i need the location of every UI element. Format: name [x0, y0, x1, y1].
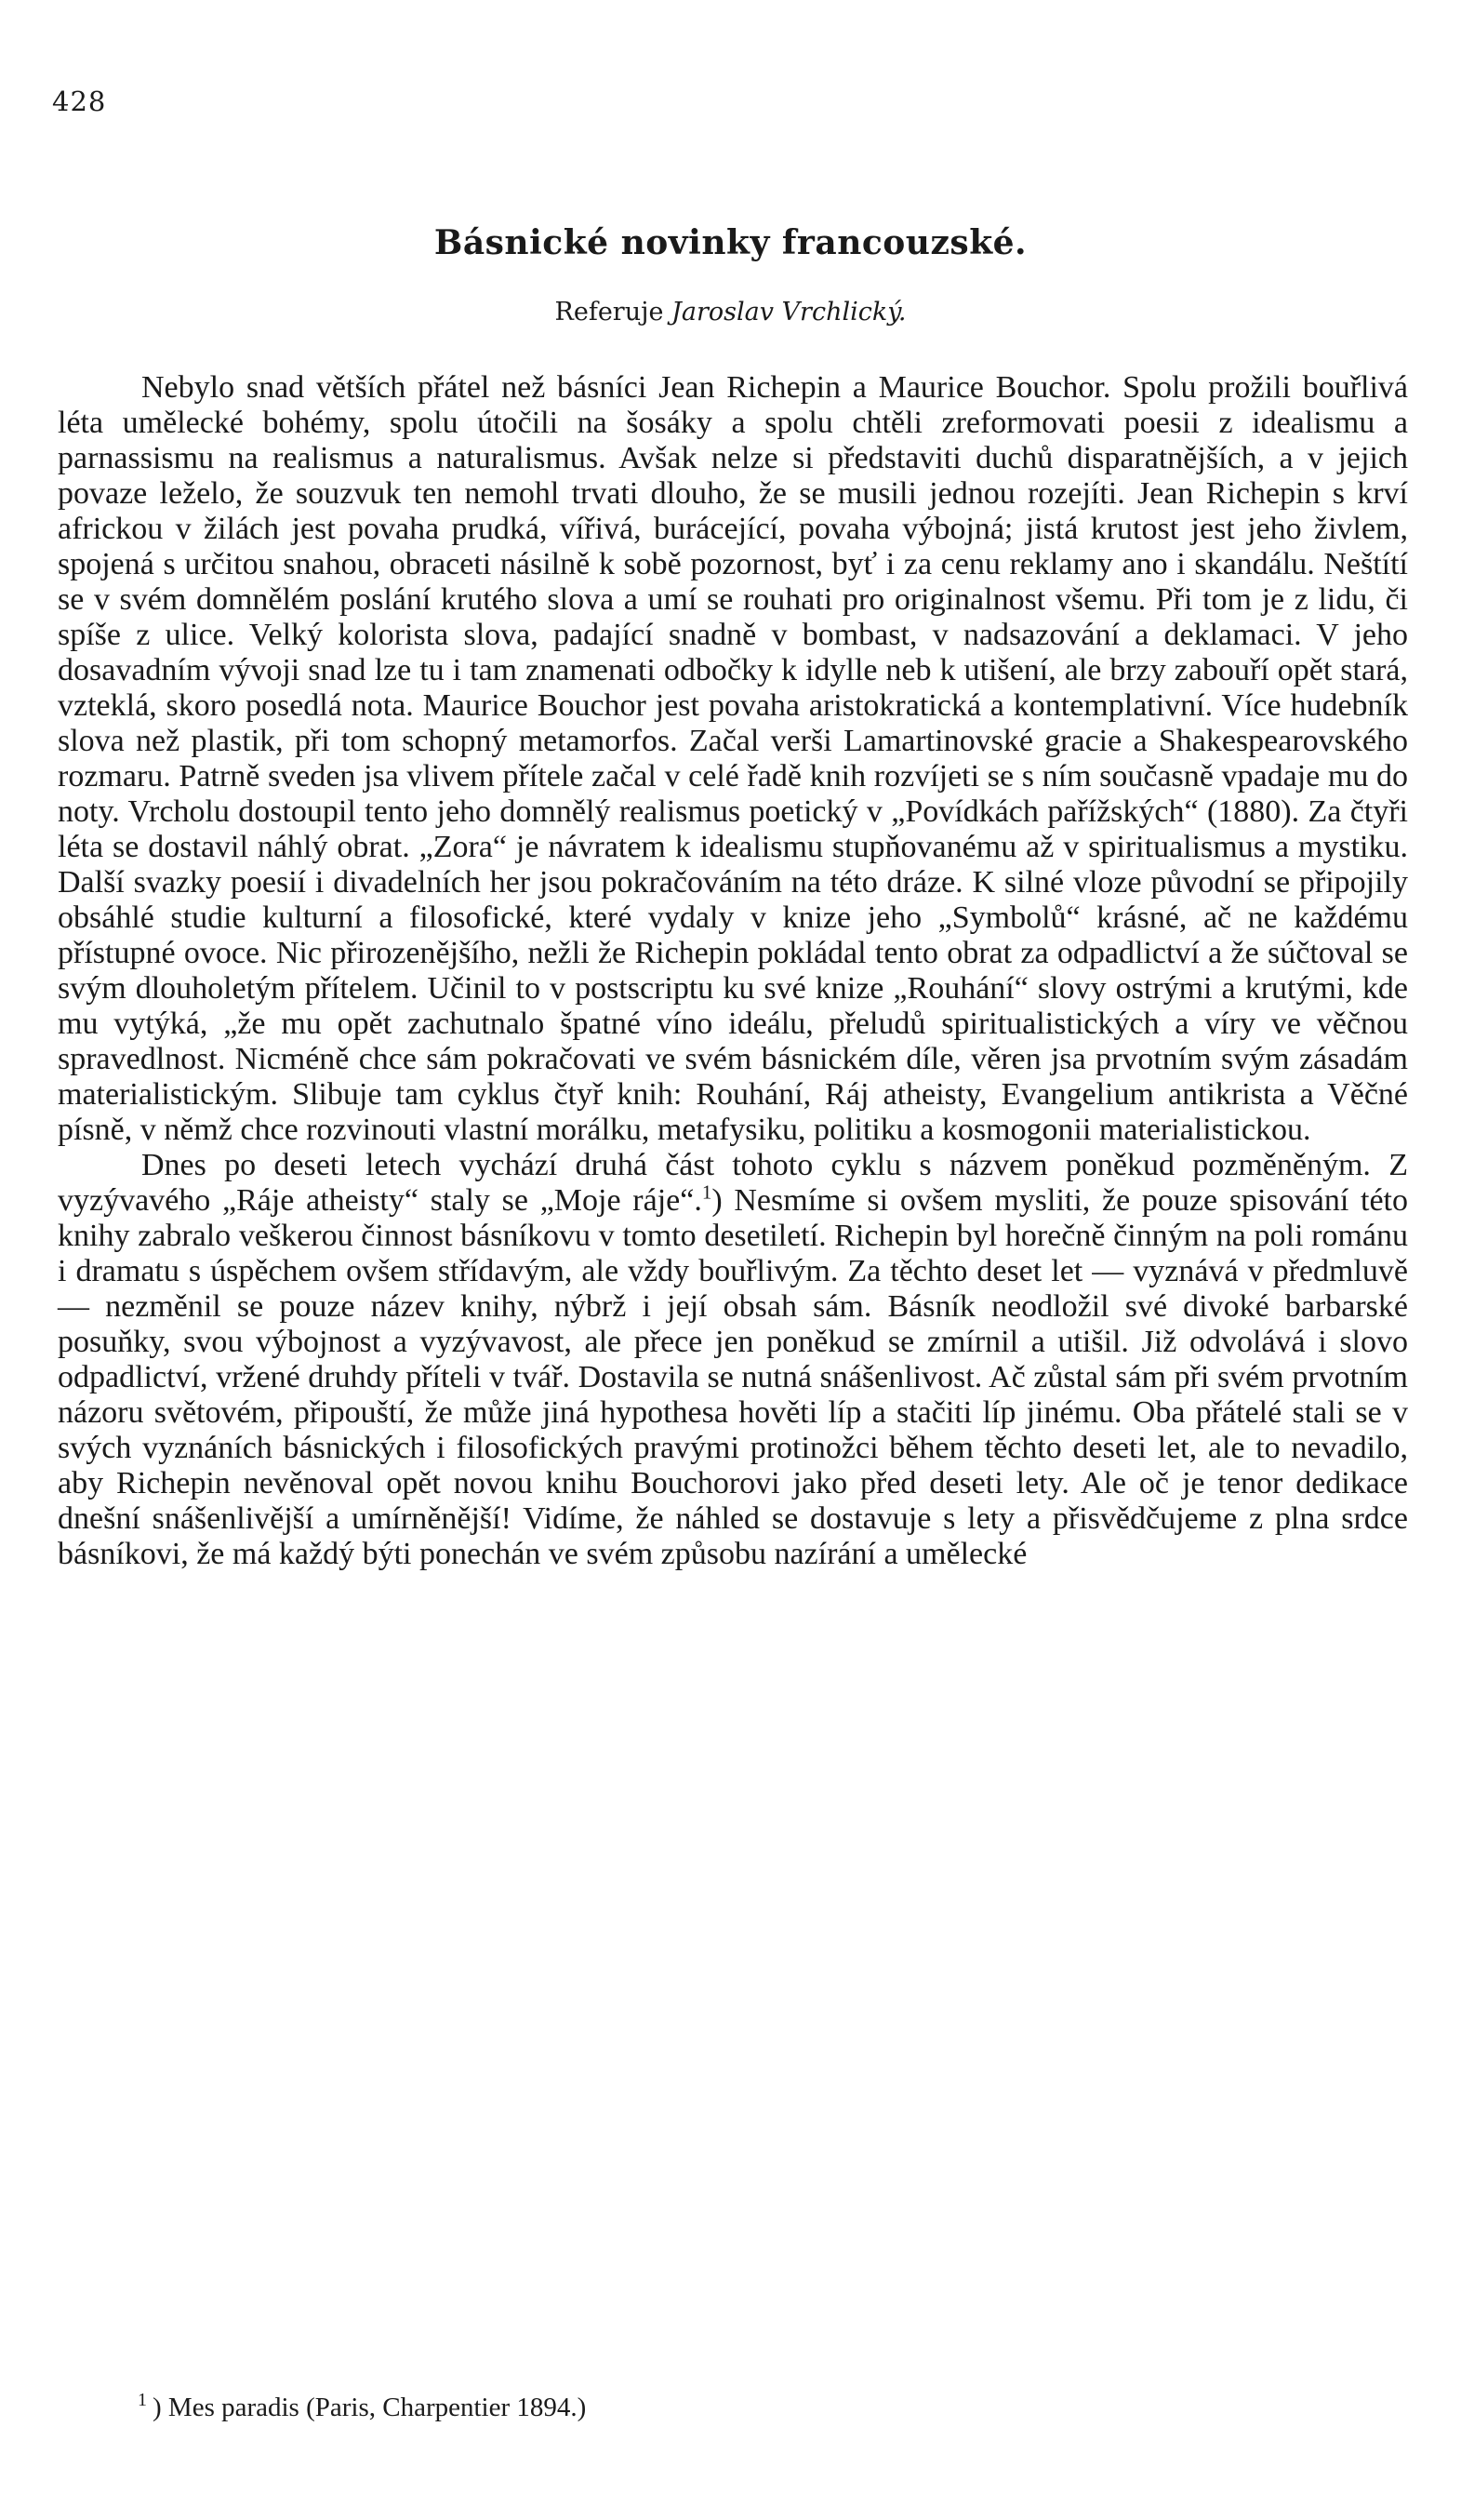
- byline: [0, 298, 1461, 327]
- paragraph-1: Nebylo snad větších přátel než básníci Jean Richepin a Maurice Bouchor. Spolu prožili bouřlivá léta umělecké bohémy, spolu útočili na šosáky a spolu chtěli zreformovati poesii z idealismu a parnassismu na realismus a naturalismus. Avšak nelze si představiti duchů disparatnějších, a v jejich povaze leželo, že souzvuk ten nemohl trvati dlouho, že se musili jednou rozejíti. Jean Richepin s krví africkou v žilách jest povaha prudká, vířivá, burácející, povaha výbojná; jistá krutost jest jeho živlem, spojená s určitou snahou, obraceti násilně k sobě pozornost, byť i za cenu reklamy ano i skandálu. Neštítí se v svém domnělém poslání krutého slova a umí se rouhati pro originalnost všemu. Při tom je z lidu, či spíše z ulice. Velký kolorista slova, padající snadně v bombast, v nadsazování a deklamaci. V jeho dosavadním vývoji snad lze tu i tam znamenati odbočky k idylle neb k utišení, ale brzy zabouří opět stará, vzteklá, skoro posedlá nota. Maurice Bouchor jest povaha aristokratická a kontemplativní. Více hudebník slova než plastik, při tom schopný metamorfos. Začal verši Lamartinovské gracie a Shakespearovského rozmaru. Patrně sveden jsa vlivem přítele začal v celé řadě knih rozvíjeti se s ním současně vpadaje mu do noty. Vrcholu dostoupil tento jeho domnělý realismus poetický v „Povídkách pařížských“ (1880). Za čtyři léta se dostavil náhlý obrat. „Zora“ je návratem k idealismu stupňovanému až v spiritualismus a mystiku. Další svazky poesií i divadelních her jsou pokračováním na této dráze. K silné vloze původní se připojily obsáhlé studie kulturní a filosofické, které vydaly v knize jeho „Symbolů“ krásné, ač ne každému přístupné ovoce. Nic přirozenějšího, nežli že Richepin pokládal tento obrat za odpadlictví a že súčtoval se svým dlouholetým přítelem. Učinil to v postscriptu ku své knize „Rouhání“ slovy ostrými a krutými, kde mu vytýká, „že mu opět zachutnalo špatné víno ideálu, přeludů spiritualistických a víry ve věčnou spravedlnost. Nicméně chce sám pokračovati ve svém básnickém díle, věren jsa prvotním svým zásadám materialistickým. Slibuje tam cyklus čtyř knih: Rouhání, Ráj atheisty, Evangelium antikrista a Věčné písně, v němž chce rozvinouti vlastní morálku, metafysiku, politiku a kosmogonii materialistickou.: [58, 370, 1408, 1147]
- article-body: [58, 370, 1408, 1572]
- footnote: [138, 2390, 587, 2423]
- article-title: Básnické novinky francouzské.: [433, 223, 1028, 262]
- footnote-reference: 1: [701, 1180, 712, 1204]
- byline-prefix: Referuje: [554, 298, 664, 327]
- page-number: 428: [52, 86, 107, 117]
- paragraph-2-rest: ) Nesmíme si ovšem mysliti, že pouze spisování této knihy zabralo veškerou činnost básníkovu v tomto desetiletí. Richepin byl horečně činným na poli románu i dramatu s úspěchem ovšem střídavým, ale vždy bouřlivým. Za těchto deset let — vyznává v předmluvě — nezměnil se pouze název knihy, nýbrž i její obsah sám. Básník neodložil své divoké barbarské posuňky, svou výbojnost a vyzývavost, ale přece jen poněkud se zmírnil a utišil. Již odvolává i slovo odpadlictví, vržené druhdy příteli v tvář. Dostavila se nutná snášenlivost. Ač zůstal sám při svém prvotním názoru světovém, připouští, že může jiná hypothesa hověti líp a stačiti líp jinému. Oba přátelé stali se v svých vyznáních básnických i filosofických pravými protinožci během těchto deseti let, ale to nevadilo, aby Richepin nevěnoval opět novou knihu Bouchorovi jako před deseti lety. Ale oč je tenor dedikace dnešní snášenlivější a umírněnější! Vidíme, že náhled se dostavuje s lety a přisvědčujeme z plna srdce básníkovi, že má každý býti ponechán ve svém způsobu nazírání a umělecké: [58, 1183, 1408, 1571]
- footnote-mark: 1: [138, 2390, 147, 2411]
- paragraph-2: [58, 1148, 1408, 1572]
- footnote-text: ) Mes paradis (Paris, Charpentier 1894.): [153, 2393, 587, 2422]
- byline-author: Jaroslav Vrchlický.: [671, 298, 907, 327]
- paragraph-2-start: Dnes po deseti letech vychází druhá část tohoto cyklu s názvem poněkud pozměněným. Z vyzývavého „Ráje atheisty“ staly se „Moje ráje“.: [58, 1148, 1408, 1218]
